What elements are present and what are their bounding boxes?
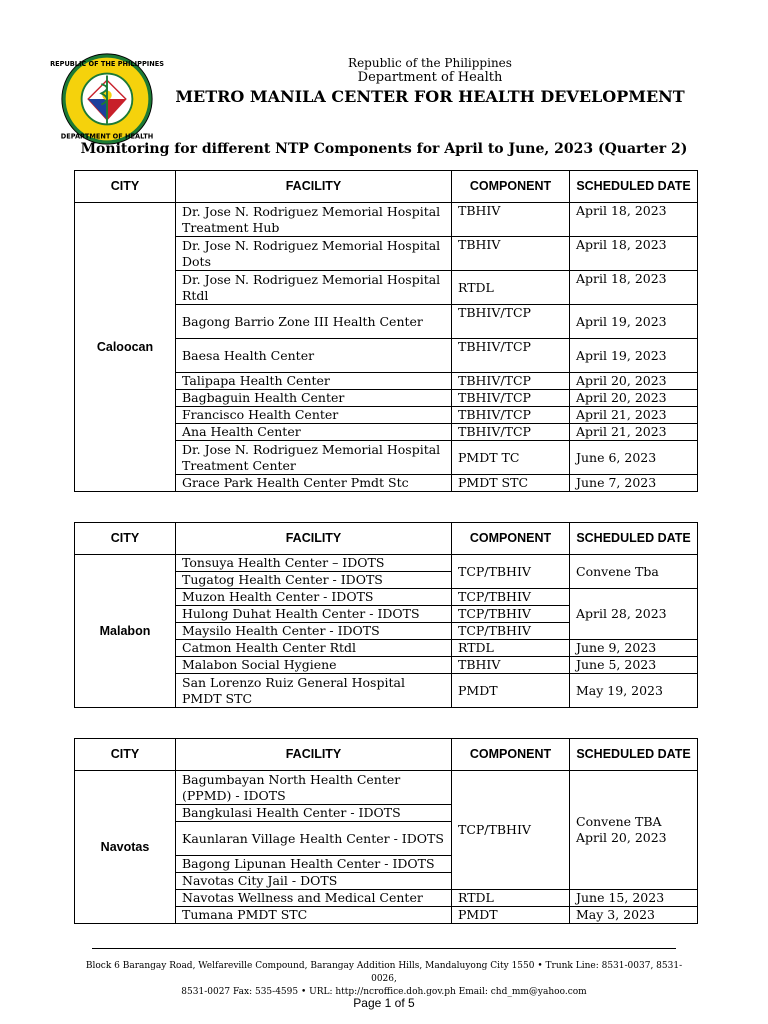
facility-cell: Navotas Wellness and Medical Center bbox=[176, 890, 452, 907]
date-cell: April 19, 2023 bbox=[570, 339, 698, 373]
svg-text:DEPARTMENT OF HEALTH: DEPARTMENT OF HEALTH bbox=[60, 132, 154, 141]
facility-cell: Dr. Jose N. Rodriguez Memorial Hospital Dots bbox=[176, 237, 452, 271]
date-cell: April 20, 2023 bbox=[570, 373, 698, 390]
facility-cell: Navotas City Jail - DOTS bbox=[176, 873, 452, 890]
component-cell: TBHIV/TCP bbox=[452, 424, 570, 441]
col-header-date: SCHEDULED DATE bbox=[570, 739, 698, 771]
component-cell: TBHIV bbox=[452, 237, 570, 271]
table-row bbox=[75, 555, 698, 572]
date-cell: June 7, 2023 bbox=[570, 475, 698, 492]
date-cell: June 15, 2023 bbox=[570, 890, 698, 907]
facility-cell: Ana Health Center bbox=[176, 424, 452, 441]
date-cell bbox=[570, 771, 698, 890]
facility-cell: Kaunlaran Village Health Center - IDOTS bbox=[176, 822, 452, 856]
city-cell: Malabon bbox=[75, 555, 176, 708]
facility-cell: Bagong Lipunan Health Center - IDOTS bbox=[176, 856, 452, 873]
component-cell: TBHIV/TCP bbox=[452, 305, 570, 339]
footer-address bbox=[80, 960, 688, 999]
col-header-date: SCHEDULED DATE bbox=[570, 523, 698, 555]
col-header-date: SCHEDULED DATE bbox=[570, 171, 698, 203]
footer-divider bbox=[92, 948, 676, 949]
facility-cell: Bagumbayan North Health Center (PPMD) - IDOTS bbox=[176, 771, 452, 805]
facility-cell: Dr. Jose N. Rodriguez Memorial Hospital Treatment Hub bbox=[176, 203, 452, 237]
facility-cell: Francisco Health Center bbox=[176, 407, 452, 424]
facility-cell: Muzon Health Center - IDOTS bbox=[176, 589, 452, 606]
facility-cell: Catmon Health Center Rtdl bbox=[176, 640, 452, 657]
date-cell: April 28, 2023 bbox=[570, 589, 698, 640]
date-cell: June 5, 2023 bbox=[570, 657, 698, 674]
footer-line-2: 8531-0027 Fax: 535-4595 • URL: http://ncroffice.doh.gov.ph Email: chd_mm@yahoo.com bbox=[181, 987, 587, 997]
facility-cell: Talipapa Health Center bbox=[176, 373, 452, 390]
date-cell: Convene Tba bbox=[570, 555, 698, 589]
facility-cell: Tonsuya Health Center – IDOTS bbox=[176, 555, 452, 572]
facility-cell: Tugatog Health Center - IDOTS bbox=[176, 572, 452, 589]
facility-cell: Grace Park Health Center Pmdt Stc bbox=[176, 475, 452, 492]
component-cell: PMDT bbox=[452, 907, 570, 924]
svg-text:REPUBLIC OF THE PHILIPPINES: REPUBLIC OF THE PHILIPPINES bbox=[50, 60, 164, 69]
component-cell: TBHIV/TCP bbox=[452, 407, 570, 424]
facility-cell: Malabon Social Hygiene bbox=[176, 657, 452, 674]
date-cell: April 18, 2023 bbox=[570, 271, 698, 305]
date-cell: June 6, 2023 bbox=[570, 441, 698, 475]
date-cell: June 9, 2023 bbox=[570, 640, 698, 657]
center-name: METRO MANILA CENTER FOR HEALTH DEVELOPMENT bbox=[175, 87, 685, 106]
facility-cell: Hulong Duhat Health Center - IDOTS bbox=[176, 606, 452, 623]
document-title: Monitoring for different NTP Components for April to June, 2023 (Quarter 2) bbox=[80, 141, 688, 157]
date-cell: April 18, 2023 bbox=[570, 203, 698, 237]
date-cell: April 19, 2023 bbox=[570, 305, 698, 339]
col-header-facility: FACILITY bbox=[176, 171, 452, 203]
component-cell: RTDL bbox=[452, 640, 570, 657]
col-header-component: COMPONENT bbox=[452, 523, 570, 555]
component-cell: TBHIV/TCP bbox=[452, 373, 570, 390]
col-header-component: COMPONENT bbox=[452, 171, 570, 203]
caloocan-table bbox=[74, 170, 698, 492]
date-cell: April 21, 2023 bbox=[570, 407, 698, 424]
doh-seal-logo bbox=[50, 52, 164, 146]
facility-cell: Dr. Jose N. Rodriguez Memorial Hospital Rtdl bbox=[176, 271, 452, 305]
facility-cell: San Lorenzo Ruiz General Hospital PMDT STC bbox=[176, 674, 452, 708]
component-cell: RTDL bbox=[452, 271, 570, 305]
footer-line-1: Block 6 Barangay Road, Welfareville Compound, Barangay Addition Hills, Mandaluyong City 1550 • Trunk Line: 8531-0037, 8531-0026, bbox=[85, 961, 683, 984]
col-header-city: CITY bbox=[75, 171, 176, 203]
page-number: Page 1 of 5 bbox=[353, 996, 415, 1010]
col-header-component: COMPONENT bbox=[452, 739, 570, 771]
date-cell: April 20, 2023 bbox=[570, 390, 698, 407]
facility-cell: Bangkulasi Health Center - IDOTS bbox=[176, 805, 452, 822]
component-cell: TCP/TBHIV bbox=[452, 606, 570, 623]
facility-cell: Dr. Jose N. Rodriguez Memorial Hospital Treatment Center bbox=[176, 441, 452, 475]
date-cell: April 21, 2023 bbox=[570, 424, 698, 441]
table-row bbox=[75, 203, 698, 237]
col-header-city: CITY bbox=[75, 739, 176, 771]
date-cell: April 18, 2023 bbox=[570, 237, 698, 271]
date-cell: May 3, 2023 bbox=[570, 907, 698, 924]
component-cell: PMDT TC bbox=[452, 441, 570, 475]
component-cell: TCP/TBHIV bbox=[452, 555, 570, 589]
col-header-facility: FACILITY bbox=[176, 739, 452, 771]
department-line: Department of Health bbox=[357, 70, 503, 85]
col-header-facility: FACILITY bbox=[176, 523, 452, 555]
component-cell: RTDL bbox=[452, 890, 570, 907]
facility-cell: Bagbaguin Health Center bbox=[176, 390, 452, 407]
col-header-city: CITY bbox=[75, 523, 176, 555]
table-header-row bbox=[75, 739, 698, 771]
component-cell: TCP/TBHIV bbox=[452, 623, 570, 640]
facility-cell: Bagong Barrio Zone III Health Center bbox=[176, 305, 452, 339]
table-header-row bbox=[75, 523, 698, 555]
component-cell: TCP/TBHIV bbox=[452, 589, 570, 606]
component-cell: TBHIV bbox=[452, 657, 570, 674]
table-header-row bbox=[75, 171, 698, 203]
component-cell: TBHIV/TCP bbox=[452, 339, 570, 373]
malabon-table bbox=[74, 522, 698, 708]
component-cell: PMDT STC bbox=[452, 475, 570, 492]
city-cell: Navotas bbox=[75, 771, 176, 924]
navotas-table bbox=[74, 738, 698, 924]
date-line-april: April 20, 2023 bbox=[576, 830, 667, 845]
facility-cell: Tumana PMDT STC bbox=[176, 907, 452, 924]
component-cell: TCP/TBHIV bbox=[452, 771, 570, 890]
republic-line: Republic of the Philippines bbox=[348, 56, 512, 70]
facility-cell: Maysilo Health Center - IDOTS bbox=[176, 623, 452, 640]
date-cell: May 19, 2023 bbox=[570, 674, 698, 708]
city-cell: Caloocan bbox=[75, 203, 176, 492]
letterhead bbox=[160, 56, 700, 108]
table-row bbox=[75, 771, 698, 805]
date-line-convene: Convene TBA bbox=[576, 814, 662, 829]
component-cell: TBHIV/TCP bbox=[452, 390, 570, 407]
component-cell: TBHIV bbox=[452, 203, 570, 237]
facility-cell: Baesa Health Center bbox=[176, 339, 452, 373]
component-cell: PMDT bbox=[452, 674, 570, 708]
